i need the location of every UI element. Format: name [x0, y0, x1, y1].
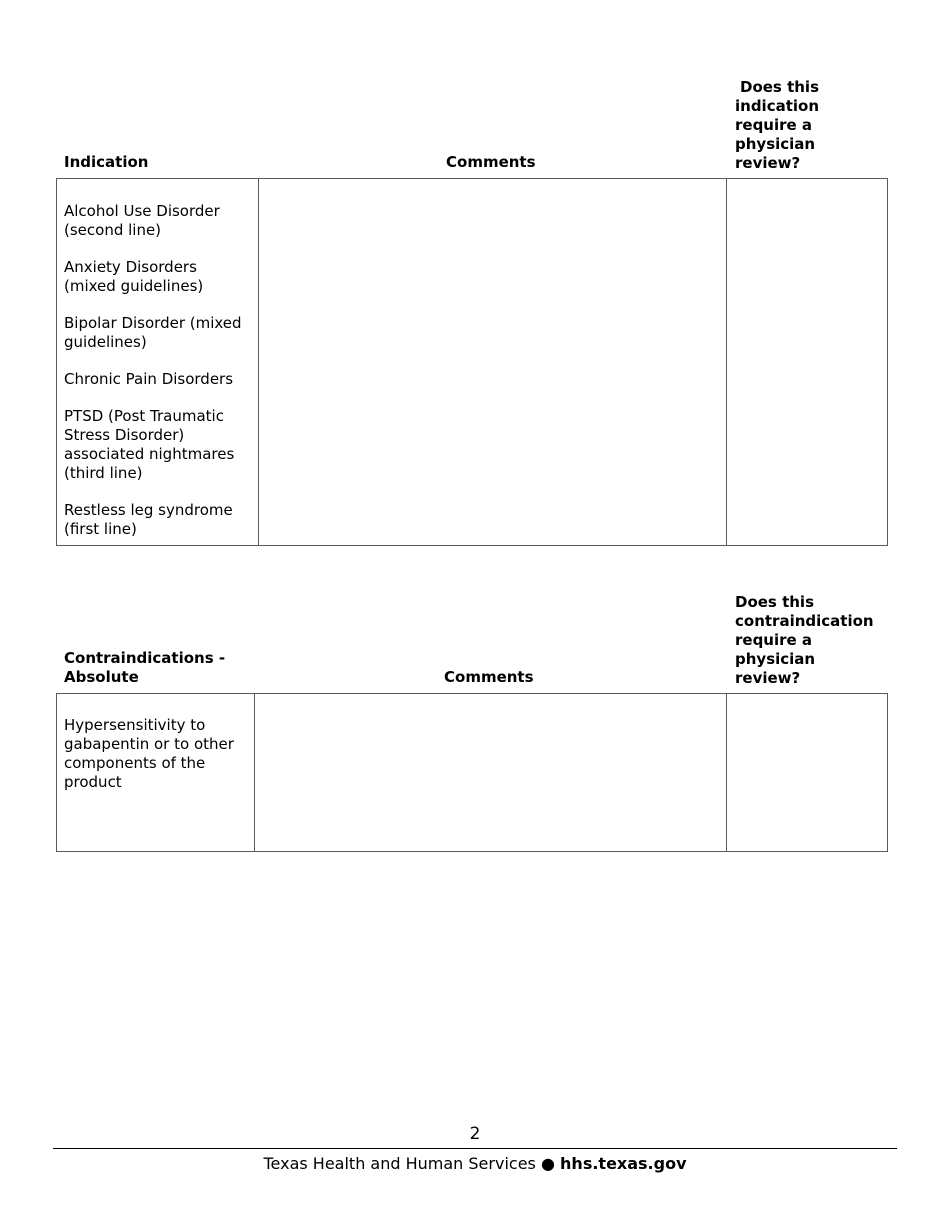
footer-url-link[interactable]: hhs.texas.gov — [560, 1154, 687, 1173]
list-item-line: Hypersensitivity to — [64, 716, 206, 734]
list-item-line: (second line) — [64, 221, 162, 239]
list-item-line: product — [64, 773, 122, 791]
physician-review-header-line: indication — [735, 97, 820, 115]
list-item-line: gabapentin or to other — [64, 735, 234, 753]
list-item-line: PTSD (Post Traumatic — [64, 407, 224, 425]
table-divider — [258, 178, 259, 546]
contraindications-header-line: Absolute — [64, 668, 139, 686]
list-item-line: associated nightmares — [64, 445, 235, 463]
contraindications-header-line: Contraindications - — [64, 649, 226, 667]
list-item-line: Restless leg syndrome — [64, 501, 233, 519]
list-item — [64, 407, 254, 483]
physician-review-header — [735, 78, 885, 173]
indication-list — [64, 202, 254, 557]
physician-review-header-line: physician — [735, 135, 816, 153]
list-item-line: Anxiety Disorders — [64, 258, 197, 276]
physician-review-header-line: Does this — [735, 593, 814, 611]
comments-header: Comments — [444, 668, 534, 686]
physician-review-header-line: Does this — [740, 78, 819, 96]
physician-review-header-line: require a — [735, 631, 813, 649]
contraindication-list — [64, 716, 250, 810]
physician-review-header-line: review? — [735, 154, 801, 172]
footer-divider — [53, 1148, 897, 1149]
list-item-line: (first line) — [64, 520, 137, 538]
list-item-line: Chronic Pain Disorders — [64, 370, 234, 388]
table-divider — [254, 693, 255, 852]
list-item-line: Stress Disorder) — [64, 426, 185, 444]
list-item — [64, 716, 250, 792]
list-item — [64, 202, 254, 240]
physician-review-header-line: review? — [735, 669, 801, 687]
list-item-line: guidelines) — [64, 333, 147, 351]
page-number: 2 — [469, 1124, 481, 1144]
footer — [0, 1154, 950, 1174]
list-item-line: Bipolar Disorder (mixed — [64, 314, 242, 332]
table-divider — [726, 693, 727, 852]
footer-separator: ● — [540, 1154, 555, 1173]
list-item-line: components of the — [64, 754, 206, 772]
physician-review-header-line: contraindication — [735, 612, 874, 630]
comments-header: Comments — [446, 153, 536, 171]
indication-header: Indication — [64, 153, 149, 171]
list-item — [64, 314, 254, 352]
table-divider — [726, 178, 727, 546]
list-item — [64, 370, 254, 389]
physician-review-header — [735, 593, 895, 688]
physician-review-header-line: physician — [735, 650, 816, 668]
footer-org: Texas Health and Human Services — [263, 1154, 536, 1173]
physician-review-header-line: require a — [735, 116, 813, 134]
list-item — [64, 258, 254, 296]
list-item-line: (third line) — [64, 464, 143, 482]
list-item — [64, 501, 254, 539]
contraindications-header — [64, 649, 225, 687]
list-item-line: (mixed guidelines) — [64, 277, 204, 295]
list-item-line: Alcohol Use Disorder — [64, 202, 220, 220]
